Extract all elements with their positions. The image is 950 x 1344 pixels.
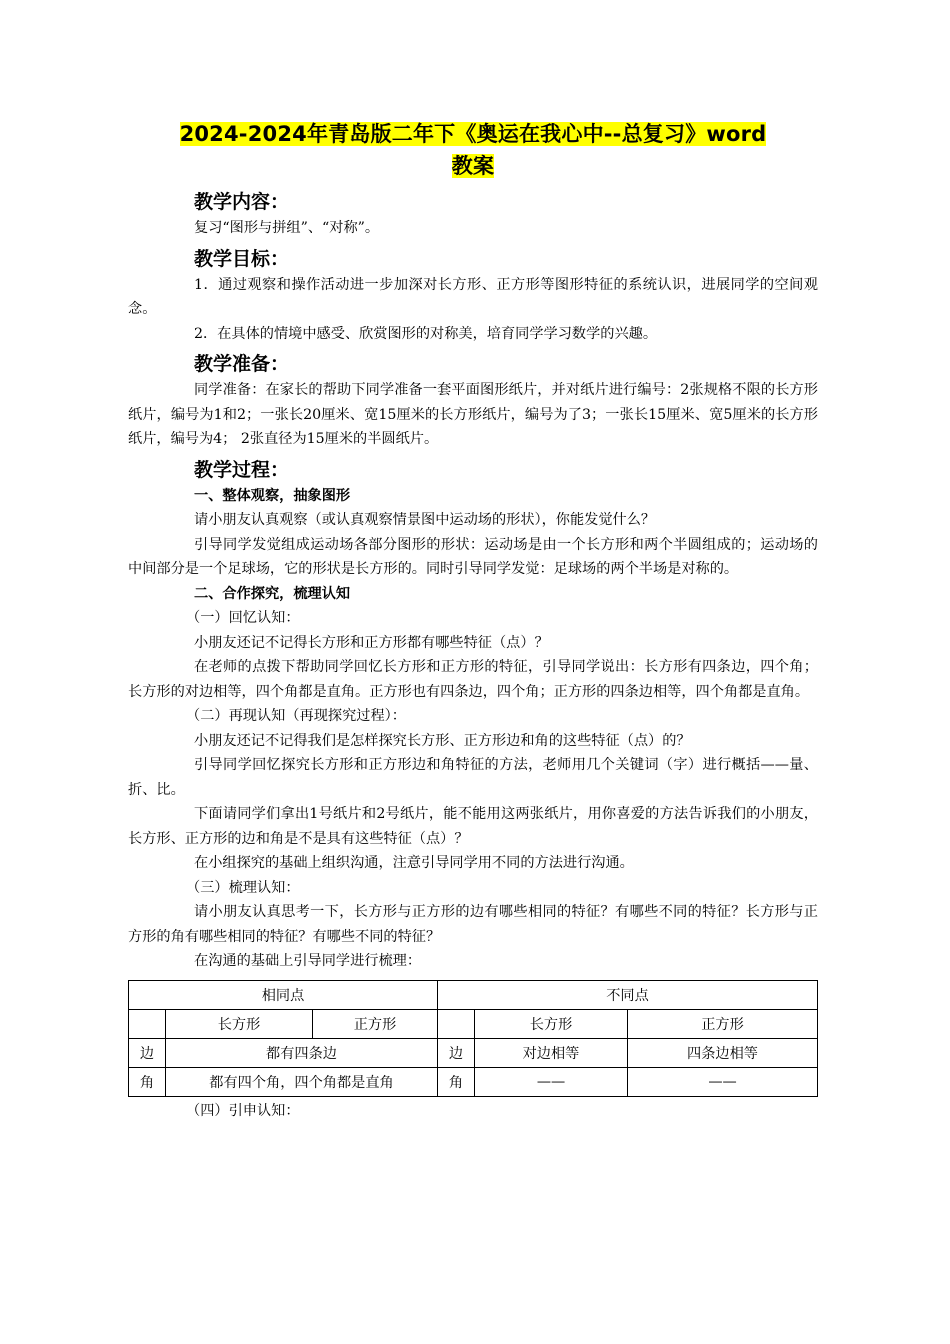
part-3-title: （三）梳理认知： (186, 879, 300, 896)
document-page (128, 118, 818, 1123)
document-title (128, 118, 818, 182)
angle-square-diff: —— (628, 1067, 818, 1096)
edge-label: 边 (129, 1038, 166, 1067)
process-heading: 教学过程： (194, 458, 290, 481)
rect-header: 长方形 (475, 1009, 628, 1038)
section-1-heading: 一、整体观察，抽象图形 (194, 487, 351, 504)
part-2-paragraph: 下面请同学们拿出1号纸片和2号纸片，能不能用这两张纸片，用你喜爱的方法告诉我们的小朋友，长方形、正方形的边和角是不是具有这些特征（点）？ (128, 806, 818, 847)
table-row (129, 980, 818, 1009)
goal-2: 2．在具体的情境中感受、欣赏图形的对称美，培育同学学习数学的兴趣。 (194, 325, 658, 342)
square-header: 正方形 (313, 1009, 438, 1038)
comparison-table (128, 980, 818, 1097)
prep-heading: 教学准备： (194, 353, 290, 375)
title-line-2: 教案 (451, 154, 495, 178)
part-2-paragraph: 在小组探究的基础上组织沟通，注意引导同学用不同的方法进行沟通。 (194, 855, 634, 871)
square-header: 正方形 (628, 1009, 818, 1038)
angle-rect-diff: —— (475, 1067, 628, 1096)
angle-label: 角 (438, 1067, 475, 1096)
rect-header: 长方形 (166, 1009, 313, 1038)
edge-square-diff: 四条边相等 (628, 1038, 818, 1067)
title-line-1: 2024-2024年青岛版二年下《奥运在我心中--总复习》word (179, 122, 767, 146)
edge-rect-diff: 对边相等 (475, 1038, 628, 1067)
section-1-paragraph: 请小朋友认真观察（或认真观察情景图中运动场的形状），你能发觉什么？ (194, 512, 656, 528)
section-1-paragraph: 引导同学发觉组成运动场各部分图形的形状：运动场是由一个长方形和两个半圆组成的；运动场的中间部分是一个足球场，它的形状是长方形的。同时引导同学发觉：足球场的两个半场是对称的。 (128, 536, 818, 577)
angle-same: 都有四个角，四个角都是直角 (166, 1067, 438, 1096)
content-text: 复习“图形与拼组”、“对称”。 (194, 220, 380, 236)
prep-text: 同学准备：在家长的帮助下同学准备一套平面图形纸片，并对纸片进行编号：2张规格不限的长方形纸片，编号为1和2；一张长20厘米、宽15厘米的长方形纸片，编号为了3；一张长15厘米、宽5厘米的长方形纸片，编号为4； 2张直径为15厘米的半圆纸片。 (128, 382, 818, 447)
part-1-paragraph: 小朋友还记不记得长方形和正方形都有哪些特征（点）？ (194, 634, 549, 651)
edge-label: 边 (438, 1038, 475, 1067)
goals-heading: 教学目标： (194, 247, 290, 270)
content-heading: 教学内容： (194, 191, 290, 213)
edge-same: 都有四条边 (166, 1038, 438, 1067)
angle-label: 角 (129, 1067, 166, 1096)
table-cell (129, 1009, 166, 1038)
diff-header: 不同点 (438, 980, 818, 1009)
table-row (129, 1067, 818, 1096)
section-2-heading: 二、合作探究，梳理认知 (194, 585, 351, 602)
table-cell (438, 1009, 475, 1038)
part-4-title: （四）引申认知： (186, 1102, 300, 1119)
part-1-title: （一）回忆认知： (186, 610, 300, 626)
part-3-paragraph: 在沟通的基础上引导同学进行梳理： (194, 953, 422, 969)
table-row (129, 1038, 818, 1067)
part-1-paragraph: 在老师的点拨下帮助同学回忆长方形和正方形的特征，引导同学说出：长方形有四条边，四个角；长方形的对边相等，四个角都是直角。正方形也有四条边，四个角；正方形的四条边相等，四个角都是直角。 (128, 659, 818, 700)
part-2-paragraph: 小朋友还记不记得我们是怎样探究长方形、正方形边和角的这些特征（点）的？ (194, 732, 691, 749)
goal-1: 1．通过观察和操作活动进一步加深对长方形、正方形等图形特征的系统认识，进展同学的空间观念。 (128, 276, 818, 317)
part-2-paragraph: 引导同学回忆探究长方形和正方形边和角特征的方法，老师用几个关键词（字）进行概括——量、折、比。 (128, 757, 818, 798)
table-row (129, 1009, 818, 1038)
part-3-paragraph: 请小朋友认真思考一下，长方形与正方形的边有哪些相同的特征？有哪些不同的特征？长方形与正方形的角有哪些相同的特征？有哪些不同的特征？ (128, 904, 818, 945)
same-header: 相同点 (129, 980, 438, 1009)
part-2-title: （二）再现认知（再现探究过程）： (186, 708, 406, 724)
